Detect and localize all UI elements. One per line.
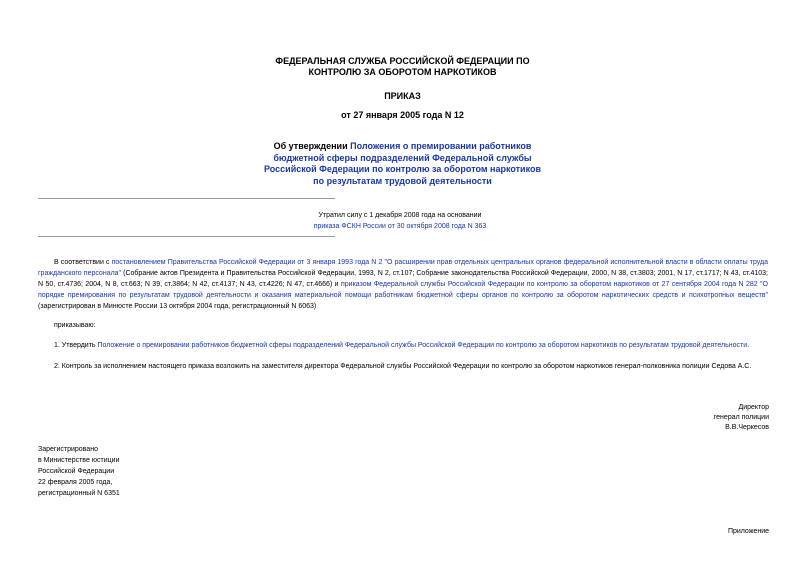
order-word: приказываю: <box>54 322 96 329</box>
divider-top <box>38 198 335 199</box>
registration-line-2: в Министерстве юстиции <box>38 457 120 464</box>
title-link-2[interactable]: бюджетной сферы подразделений Федеральной службы <box>273 152 532 163</box>
preamble-text-2: (Собрание актов Президента и Правительства Российской Федерации, 1993, N 2, ст.107; Собрание законодательства Российской Федерации, 2000, N 38, ст.3803; 2001, N 17, ст.1717; N 43, ст.4103; N 50, ст.4736; 2004, N 8, ст.663; N 39, ст.3864; N 42, ст.4137; N 43, ст.4226; N 47, ст.4666) и <box>38 270 768 288</box>
agency-line-1: ФЕДЕРАЛЬНАЯ СЛУЖБА РОССИЙСКОЙ ФЕДЕРАЦИИ ПО <box>275 56 530 66</box>
title-prefix: Об утверждении <box>273 141 351 151</box>
title-link-3[interactable]: Российской Федерации по контролю за оборотом наркотиков <box>264 164 541 174</box>
repeal-notice <box>250 210 550 232</box>
preamble-link-2[interactable]: приказом Федеральной службы Российской Федерации по контролю за оборотом наркотиков от 27 сентября 2004 года N 282 "О порядке премирования по результатам трудовой деятельности и оказания материальной помощи работникам бюджетной сферы органов по контролю за оборотом наркотических средств и психотропных веществ" <box>38 281 768 299</box>
registration-line-1: Зарегистрировано <box>38 446 98 453</box>
item-1-link[interactable]: Положение о премировании работников бюджетной сферы подразделений Федеральной службы Российской Федерации по контролю за оборотом наркотиков по результатам трудовой деятельности <box>97 342 748 349</box>
title-link-1[interactable]: Положения о премировании работников <box>350 141 532 151</box>
item-1-text: 1. Утвердить <box>54 342 98 349</box>
signature-title: Директор <box>738 404 769 411</box>
appendix-label: Приложение <box>727 528 769 535</box>
preamble <box>38 257 768 312</box>
item-1-end: . <box>747 342 750 349</box>
divider-bottom <box>38 236 335 237</box>
preamble-text-1: В соответствии с <box>54 259 112 266</box>
doc-title <box>120 141 685 187</box>
preamble-link-1[interactable]: постановлением Правительства Российской Федерации от 3 января 1993 года N 2 "О расширении прав отдельных центральных органов федеральной исполнительной власти в области оплаты труда гражданского персонала" <box>38 259 769 277</box>
item-2: 2. Контроль за исполнением настоящего приказа возложить на заместителя директора Федеральной службы Российской Федерации по контролю за оборотом наркотиков генерал-полковника полиции Седова А.С. <box>54 363 752 370</box>
signature-rank: генерал полиции <box>713 414 769 421</box>
title-link-4[interactable]: по результатам трудовой деятельности <box>313 175 492 186</box>
registration-block <box>38 444 238 499</box>
signature-block <box>569 403 769 433</box>
agency-line-2: КОНТРОЛЮ ЗА ОБОРОТОМ НАРКОТИКОВ <box>308 67 497 77</box>
repeal-notice-link[interactable]: приказа ФСКН России от 30 октября 2008 года N 363 <box>313 223 487 230</box>
registration-line-4: 22 февраля 2005 года, <box>38 479 113 486</box>
preamble-text-3: (зарегистрирован в Минюсте России 13 октября 2004 года, регистрационный N 6063) <box>38 303 317 310</box>
registration-line-3: Российской Федерации <box>38 468 115 475</box>
doc-type: ПРИКАЗ <box>384 91 421 101</box>
repeal-notice-text: Утратил силу с 1 декабря 2008 года на основании <box>318 212 482 219</box>
registration-line-5: регистрационный N 6351 <box>38 490 120 497</box>
agency-header <box>120 56 685 78</box>
item-1 <box>54 340 774 351</box>
signature-name: В.В.Черкесов <box>725 424 769 431</box>
date-number: от 27 января 2005 года N 12 <box>341 110 464 120</box>
